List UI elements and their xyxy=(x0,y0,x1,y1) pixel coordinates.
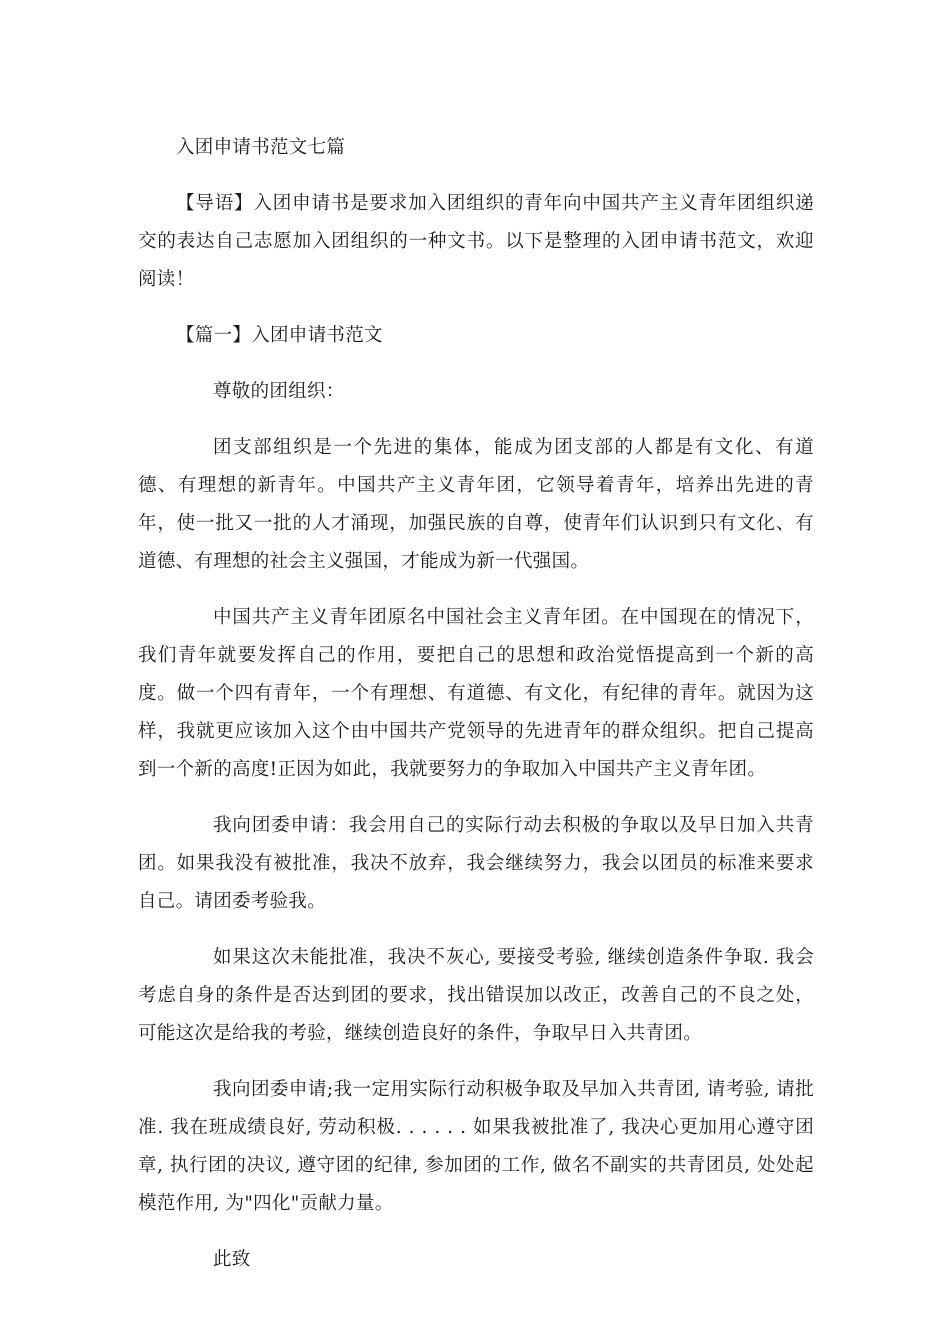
salutation: 尊敬的团组织： xyxy=(213,381,345,402)
body-paragraph-1: 团支部组织是一个先进的集体，能成为团支部的人都是有文化、有道德、有理想的新青年。中国共产主义青年团，它领导着青年，培养出先进的青年，使一批又一批的人才涌现，加强民族的自尊，使青年们认识到只有文化、有道德、有理想的社会主义强国，才能成为新一代强国。 xyxy=(138,437,814,572)
section-heading: 【篇一】入团申请书范文 xyxy=(176,325,383,346)
body-paragraph-3: 我向团委申请：我会用自己的实际行动去积极的争取以及早日加入共青团。如果我没有被批准，我决不放弃，我会继续努力，我会以团员的标准来要求自己。请团委考验我。 xyxy=(138,815,814,912)
body-paragraph-2: 中国共产主义青年团原名中国社会主义青年团。在中国现在的情况下，我们青年就要发挥自己的作用，要把自己的思想和政治觉悟提高到一个新的高度。做一个四有青年，一个有理想、有道德、有文化，有纪律的青年。就因为这样，我就更应该加入这个由中国共产党领导的先进青年的群众组织。把自己提高到一个新的高度!正因为如此，我就要努力的争取加入中国共产主义青年团。 xyxy=(138,607,814,780)
document-body xyxy=(138,129,814,1279)
body-paragraph-5: 我向团委申请;我一定用实际行动积极争取及早加入共青团, 请考验, 请批准. 我在班成绩良好, 劳动积极. . . . . . 如果我被批准了, 我决心更加用心遵守团章, 执行团的决议, 遵守团的纪律, 参加团的工作, 做名不副实的共青团员, 处处起模范作用, 为"四化"贡献力量。 xyxy=(138,1079,814,1214)
body-paragraph-4: 如果这次未能批准，我决不灰心, 要接受考验, 继续创造条件争取. 我会考虑自身的条件是否达到团的要求，找出错误加以改正，改善自己的不良之处，可能这次是给我的考验，继续创造良好的条件，争取早日入共青团。 xyxy=(138,947,814,1044)
intro-paragraph: 【导语】入团申请书是要求加入团组织的青年向中国共产主义青年团组织递交的表达自己志愿加入团组织的一种文书。以下是整理的入团申请书范文，欢迎阅读！ xyxy=(138,193,814,290)
document-title: 入团申请书范文七篇 xyxy=(176,137,346,158)
closing-line: 此致 xyxy=(213,1249,251,1270)
